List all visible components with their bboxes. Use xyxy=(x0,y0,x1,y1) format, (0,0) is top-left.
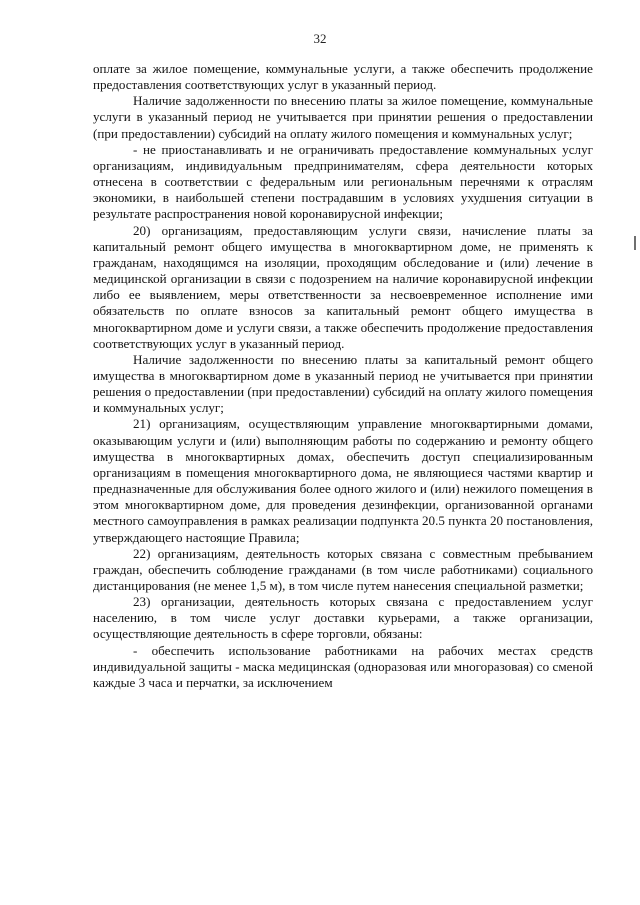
paragraph-no-suspension: - не приостанавливать и не ограничивать предоставление коммунальных услуг организациям, индивидуальным предпринимателям, сфера деятельности которых отнесена в соответствии с федеральным или региональным перечнями к отраслям экономики, в наибольшей степени пострадавшим в условиях ухудшения ситуации в результате распространения новой коронавирусной инфекции; xyxy=(93,141,593,222)
paragraph-item-23: 23) организации, деятельность которых связана с предоставлением услуг населению, в том числе услуг доставки курьерами, а также организации, осуществляющие деятельность в сфере торговли, обязаны: xyxy=(93,594,593,642)
paragraph-ppe-requirement: - обеспечить использование работниками на рабочих местах средств индивидуальной защиты - маска медицинская (одноразовая или многоразовая) со сменой каждые 3 часа и перчатки, за исключением xyxy=(93,642,593,690)
scan-edge-mark xyxy=(634,236,636,250)
paragraph-item-21: 21) организациям, осуществляющим управление многоквартирными домами, оказывающим услуги и (или) выполняющим работы по содержанию и ремонту общего имущества в многоквартирных домах, обеспечить доступ специализированным организациям в помещения многоквартирного дома, не являющиеся частями квартир и предназначенные для обслуживания более одного жилого и (или) нежилого помещения в этом многоквартирном доме, для проведения дезинфекции, организованной органами местного самоуправления в рамках реализации подпункта 20.5 пункта 20 постановления, утверждающего настоящие Правила; xyxy=(93,416,593,545)
paragraph-debt-housing: Наличие задолженности по внесению платы за жилое помещение, коммунальные услуги в указанный период не учитывается при принятии решения о предоставлении (при предоставлении) субсидий на оплату жилого помещения и коммунальных услуг; xyxy=(93,93,593,141)
paragraph-item-20: 20) организациям, предоставляющим услуги связи, начисление платы за капитальный ремонт общего имущества в многоквартирном доме, не применять к гражданам, находящимся на изоляции, проходящим обследование и (или) лечение в медицинской организации в связи с подозрением на наличие коронавирусной инфекции либо ее выявлением, меры ответственности за несвоевременное исполнение ими обязательств по оплате взносов за капитальный ремонт общего имущества в многоквартирном доме и услуги связи, а также обеспечить продолжение предоставления соответствующих услуг в указанный период. xyxy=(93,222,593,351)
paragraph-continuation: оплате за жилое помещение, коммунальные услуги, а также обеспечить продолжение предоставления соответствующих услуг в указанный период. xyxy=(93,61,593,93)
paragraph-item-22: 22) организациям, деятельность которых связана с совместным пребыванием граждан, обеспечить соблюдение гражданами (в том числе работниками) социального дистанцирования (не менее 1,5 м), в том числе путем нанесения специальной разметки; xyxy=(93,545,593,593)
document-body xyxy=(93,61,593,691)
page-number: 32 xyxy=(313,31,327,46)
paragraph-debt-capital-repair: Наличие задолженности по внесению платы за капитальный ремонт общего имущества в многоквартирном доме в указанный период не учитывается при принятии решения о предоставлении (при предоставлении) субсидий на оплату жилого помещения и коммунальных услуг; xyxy=(93,351,593,416)
